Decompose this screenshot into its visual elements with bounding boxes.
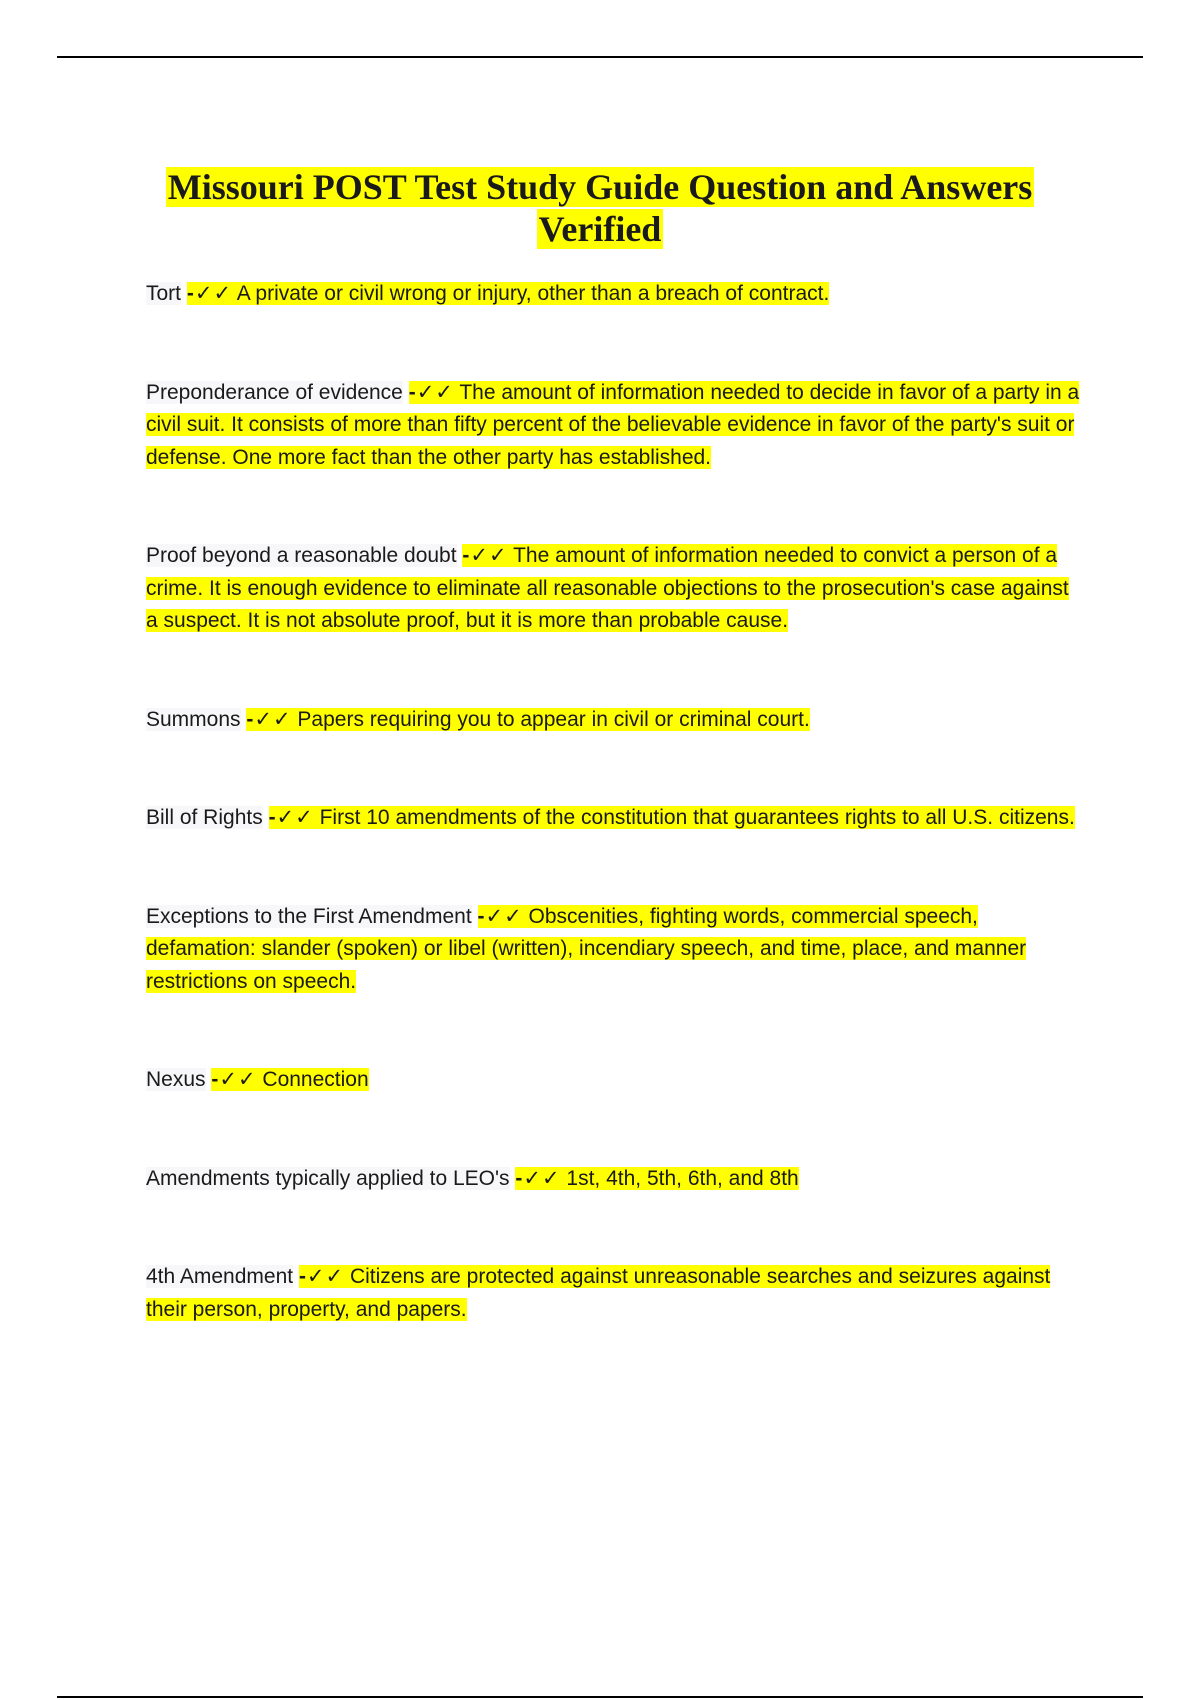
entry-fourth-amendment bbox=[146, 1261, 1086, 1326]
entry-definition: First 10 amendments of the constitution that guarantees rights to all U.S. citizens. bbox=[319, 806, 1075, 829]
entry-summons bbox=[146, 704, 1086, 737]
check-mark-icon: -✓✓ bbox=[246, 707, 292, 731]
study-entries bbox=[146, 278, 1086, 1392]
top-rule bbox=[57, 56, 1143, 58]
page-title bbox=[0, 166, 1200, 250]
entry-definition: A private or civil wrong or injury, other than a breach of contract. bbox=[236, 282, 830, 305]
entry-nexus bbox=[146, 1064, 1086, 1097]
entry-term: 4th Amendment bbox=[146, 1265, 294, 1288]
check-mark-icon: -✓✓ bbox=[268, 806, 314, 829]
entry-term: Preponderance of evidence bbox=[146, 380, 403, 404]
entry-term: Exceptions to the First Amendment bbox=[146, 904, 472, 928]
entry-term: Bill of Rights bbox=[146, 806, 263, 829]
entry-preponderance bbox=[146, 377, 1086, 475]
entry-reasonable-doubt bbox=[146, 540, 1086, 638]
check-mark-icon: -✓✓ bbox=[462, 544, 508, 567]
check-mark-icon: -✓✓ bbox=[211, 1068, 257, 1091]
entry-definition: Obscenities, fighting words, commercial speech, defamation: slander (spoken) or libel (written), incendiary speech, and time, place, and manner restrictions on speech. bbox=[146, 904, 1027, 993]
entry-tort bbox=[146, 278, 1086, 311]
title-line-1: Missouri POST Test Study Guide Question and Answers bbox=[167, 167, 1033, 208]
title-line-2: Verified bbox=[538, 209, 662, 250]
check-mark-icon: -✓✓ bbox=[186, 282, 233, 305]
entry-definition: Connection bbox=[262, 1068, 369, 1091]
entry-definition: Papers requiring you to appear in civil or criminal court. bbox=[297, 707, 810, 731]
entry-term: Proof beyond a reasonable doubt bbox=[146, 544, 457, 567]
entry-definition: Citizens are protected against unreasonable searches and seizures against their person, property, and papers. bbox=[146, 1265, 1051, 1321]
entry-term: Tort bbox=[146, 282, 182, 305]
entry-definition: 1st, 4th, 5th, 6th, and 8th bbox=[566, 1166, 799, 1190]
entry-definition: The amount of information needed to convict a person of a crime. It is enough evidence to eliminate all reasonable objections to the prosecution's case against a suspect. It is not absolute proof, but it is more than probable cause. bbox=[146, 544, 1069, 632]
entry-bill-of-rights bbox=[146, 802, 1086, 835]
entry-definition: The amount of information needed to decide in favor of a party in a civil suit. It consists of more than fifty percent of the believable evidence in favor of the party's suit or defense. One more fact than the other party has established. bbox=[146, 380, 1080, 469]
check-mark-icon: -✓✓ bbox=[477, 904, 523, 928]
check-mark-icon: -✓✓ bbox=[298, 1265, 345, 1288]
entry-term: Nexus bbox=[146, 1068, 206, 1091]
check-mark-icon: -✓✓ bbox=[515, 1166, 561, 1190]
entry-first-amendment-exceptions bbox=[146, 901, 1086, 999]
check-mark-icon: -✓✓ bbox=[408, 380, 454, 404]
entry-term: Amendments typically applied to LEO's bbox=[146, 1166, 510, 1190]
bottom-rule bbox=[57, 1696, 1143, 1698]
entry-term: Summons bbox=[146, 707, 241, 731]
entry-leo-amendments bbox=[146, 1163, 1086, 1196]
